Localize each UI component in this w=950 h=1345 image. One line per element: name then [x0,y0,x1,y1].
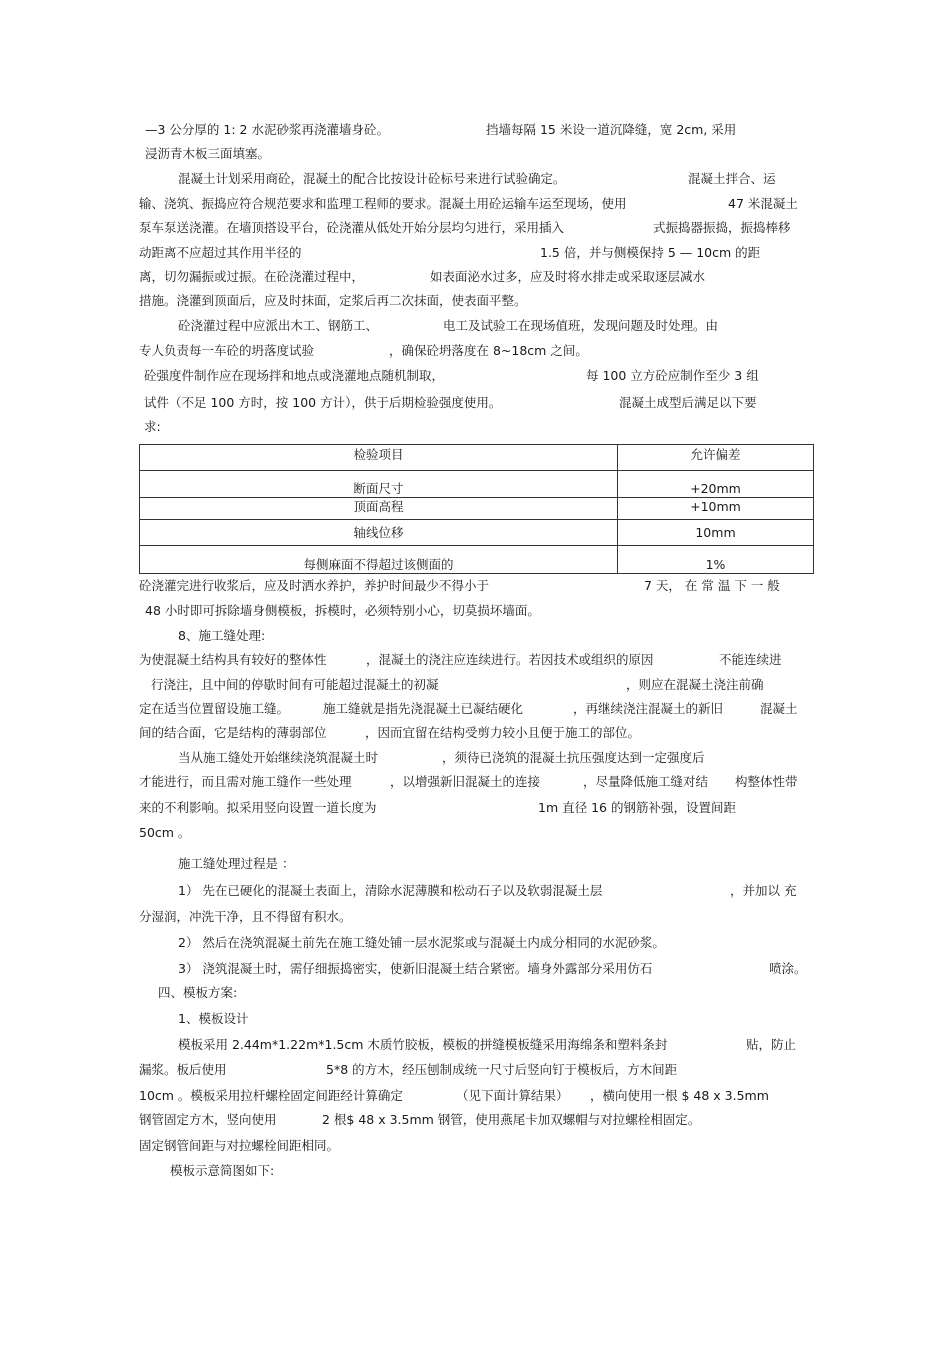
text-line: 2 根$ 48 x 3.5mm 钢管，使用燕尾卡加双螺帽与对拉螺栓相固定。 [322,1112,701,1127]
text-line: 2） 然后在浇筑混凝土前先在施工缝处铺一层水泥浆或与混凝土内成分相同的水泥砂浆。 [178,935,665,950]
text-line: ，以增强新旧混凝土的连接 [390,774,541,789]
text-line: ，横向使用一根 $ 48 x 3.5mm [590,1088,769,1103]
text-line: 当从施工缝处开始继续浇筑混凝土时 [178,750,379,765]
text-line: 定在适当位置留设施工缝。 [139,701,290,716]
text-line: 输、浇筑、振捣应符合规范要求和监理工程师的要求。混凝土用砼运输车运至现场，使用 [139,196,627,211]
text-line: ，因而宜留在结构受剪力较小且便于施工的部位。 [365,725,641,740]
text-line: 构整体性带 [735,774,798,789]
table-cell: 轴线位移 [140,520,618,546]
text-line: 喷涂。 [769,961,807,976]
table-cell: 10mm [618,520,814,546]
table-row [140,498,814,520]
table-row [140,471,814,498]
text-line: 砼强度件制作应在现场拌和地点或浇灌地点随机制取， [144,368,445,383]
table-header-row [140,445,814,471]
table-cell: 顶面高程 [140,498,618,520]
text-line: 动距离不应超过其作用半径的 [139,245,302,260]
text-line: 5*8 的方木，经压刨制成统一尺寸后竖向钉于模板后，方木间距 [326,1062,678,1077]
text-line: 为使混凝土结构具有较好的整体性 [139,652,327,667]
text-line: 贴，防止 [746,1037,797,1052]
text-line: ，再继续浇注混凝土的新旧 [573,701,724,716]
text-line: 漏浆。板后使用 [139,1062,227,1077]
text-line: 10cm 。模板采用拉杆螺栓固定间距经计算确定 [139,1088,403,1103]
text-line: 砼浇灌完进行收浆后，应及时洒水养护，养护时间最少不得小于 [139,578,490,593]
table-cell: 每侧麻面不得超过该侧面的 [140,546,618,574]
text-line: 1） 先在已硬化的混凝土表面上，清除水泥薄膜和松动石子以及软弱混凝土层 [178,883,603,898]
text-line: 混凝土拌合、运 [688,171,776,186]
text-line: 间的结合面，它是结构的薄弱部位 [139,725,327,740]
table-row [140,546,814,574]
subsection-heading: 1、模板设计 [178,1011,249,1026]
text-line: 电工及试验工在现场值班，发现问题及时处理。由 [443,318,719,333]
text-line: 行浇注，且中间的停歇时间有可能超过混凝土的初凝 [151,677,439,692]
text-line: 每 100 立方砼应制作至少 3 组 [586,368,759,383]
text-line: 1m 直径 16 的钢筋补强，设置间距 [538,800,736,815]
table-cell: 1% [618,546,814,574]
text-line: 混凝土成型后满足以下要 [619,395,757,410]
text-line: 式振捣器振捣，振捣棒移 [653,220,791,235]
table-cell: +10mm [618,498,814,520]
text-line: 不能连续进 [719,652,782,667]
text-line: 50cm 。 [139,825,191,840]
text-line: 离，切勿漏振或过振。在砼浇灌过程中， [139,269,365,284]
text-line: 模板示意简图如下: [170,1163,275,1178]
tolerance-table [139,444,814,574]
text-line: ，须待已浇筑的混凝土抗压强度达到一定强度后 [442,750,705,765]
text-line: ，确保砼坍落度在 8~18cm 之间。 [389,343,588,358]
text-line: 混凝土 [760,701,798,716]
text-line: 分湿润，冲洗干净，且不得留有积水。 [139,909,352,924]
section-heading: 四、模板方案: [158,985,238,1000]
text-line: 模板采用 2.44m*1.22m*1.5cm 木质竹胶板，模板的拼缝模板缝采用海绵条和塑料条封 [178,1037,668,1052]
text-line: ，则应在混凝土浇注前确 [626,677,764,692]
text-line: ，混凝土的浇注应连续进行。若因技术或组织的原因 [366,652,654,667]
text-line: 措施。浇灌到顶面后，应及时抹面，定浆后再二次抹面，使表面平整。 [139,293,527,308]
text-line: 48 小时即可拆除墙身侧模板，拆模时，必须特别小心，切莫损坏墙面。 [145,603,540,618]
text-line: 专人负责每一车砼的坍落度试验 [139,343,315,358]
text-line: 钢管固定方木，竖向使用 [139,1112,277,1127]
text-line: 砼浇灌过程中应派出木工、钢筋工、 [178,318,379,333]
text-line: 8、施工缝处理: [178,628,266,643]
text-line: 来的不利影响。拟采用竖向设置一道长度为 [139,800,377,815]
text-line: ，尽量降低施工缝对结 [583,774,709,789]
text-line: 才能进行，而且需对施工缝作一些处理 [139,774,352,789]
text-line: 混凝土计划采用商砼，混凝土的配合比按设计砼标号来进行试验确定。 [178,171,566,186]
text-line: （见下面计算结果） [456,1088,569,1103]
text-line: 1.5 倍，并与侧模保持 5 — 10cm 的距 [540,245,761,260]
text-line: 施工缝处理过程是 ： [178,856,295,871]
text-line: 泵车泵送浇灌。在墙顶搭设平台，砼浇灌从低处开始分层均匀进行，采用插入 [139,220,565,235]
text-line: 如表面泌水过多，应及时将水排走或采取逐层减水 [430,269,706,284]
text-line: 7 天， 在 常 温 下 一 般 [644,578,780,593]
text-line: 浸沥青木板三面填塞。 [145,146,271,161]
text-line: —3 公分厚的 1: 2 水泥砂浆再浇灌墙身砼。 [145,122,389,137]
text-line: 求: [144,419,161,434]
text-line: 3） 浇筑混凝土时，需仔细振捣密实，使新旧混凝土结合紧密。墙身外露部分采用仿石 [178,961,653,976]
text-line: 施工缝就是指先浇混凝土已凝结硬化 [323,701,524,716]
table-cell: 断面尺寸 [140,471,618,498]
table-header-cell: 检验项目 [140,445,618,471]
text-line: 47 米混凝土 [728,196,798,211]
table-cell: +20mm [618,471,814,498]
text-line: 固定钢管间距与对拉螺栓间距相同。 [139,1138,340,1153]
table-row [140,520,814,546]
text-line: ，并加以 充 [730,883,797,898]
table-header-cell: 允许偏差 [618,445,814,471]
text-line: 挡墙每隔 15 米设一道沉降缝，宽 2cm, 采用 [486,122,737,137]
text-line: 试件（不足 100 方时，按 100 方计），供于后期检验强度使用。 [144,395,502,410]
